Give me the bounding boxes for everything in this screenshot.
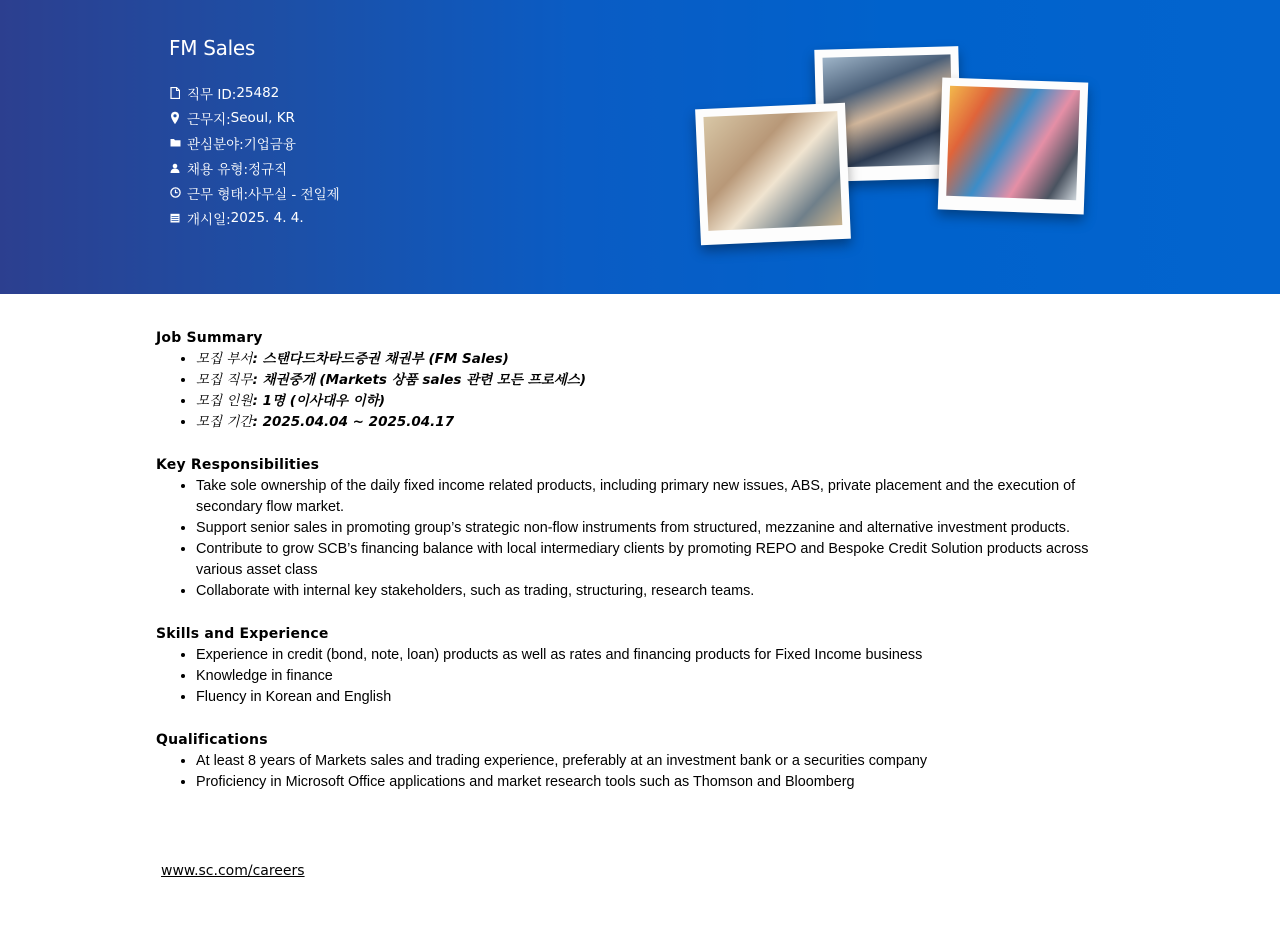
list-item: • Take sole ownership of the daily fixed income related products, including primary new issues, ABS, private placement and the execution of secondary flow market.: [196, 476, 1136, 518]
spacer: [156, 602, 1136, 624]
start-date-label: 개시일:: [187, 211, 231, 228]
job-id-row: [169, 80, 340, 105]
spacer: [156, 793, 1136, 860]
careers-link[interactable]: www.sc.com/careers: [161, 863, 305, 879]
skills-list: [156, 645, 1136, 708]
summary-label: 모집 인원: [196, 393, 253, 409]
list-item: [196, 391, 1136, 412]
list-item: • Collaborate with internal key stakeholders, such as trading, structuring, research teams.: [196, 581, 1136, 602]
person-icon: [169, 161, 181, 175]
job-summary-list: [156, 349, 1136, 433]
start-date-row: [169, 205, 340, 230]
folder-icon: [169, 136, 181, 150]
location-row: [169, 105, 340, 130]
list-item: • Contribute to grow SCB’s financing balance with local intermediary clients by promoting REPO and Bespoke Credit Solution products across various asset class: [196, 539, 1136, 581]
job-title: FM Sales: [169, 36, 255, 60]
list-item: • At least 8 years of Markets sales and trading experience, preferably at an investment bank or a securities company: [196, 751, 1136, 772]
location-label: 근무지:: [187, 111, 231, 128]
list-item: [196, 349, 1136, 370]
job-header-banner: [0, 0, 1280, 294]
location-pin-icon: [169, 111, 181, 125]
work-type-row: [169, 180, 340, 205]
location-value: Seoul, KR: [230, 109, 295, 126]
qualifications-heading: Qualifications: [156, 732, 268, 748]
calendar-icon: [169, 211, 181, 225]
interest-area-label: 관심분야:: [187, 136, 244, 153]
job-id-value: 25482: [236, 84, 280, 101]
qualifications-list: [156, 751, 1136, 793]
job-description: [156, 328, 1136, 879]
list-item: • Knowledge in finance: [196, 666, 1136, 687]
work-type-value: 사무실 - 전일제: [248, 186, 340, 203]
work-type-label: 근무 형태:: [187, 186, 249, 203]
summary-label: 모집 직무: [196, 372, 253, 388]
summary-value: : 채권중개 (Markets 상품 sales 관련 모든 프로세스): [252, 372, 586, 388]
spacer: [156, 708, 1136, 730]
document-icon: [169, 86, 181, 100]
responsibilities-list: [156, 476, 1136, 602]
summary-value: : 1명 (이사대우 이하): [252, 393, 385, 409]
interest-area-value: 기업금융: [243, 136, 296, 153]
list-item: • Support senior sales in promoting group’s strategic non-flow instruments from structured, mezzanine and alternative investment products.: [196, 518, 1136, 539]
list-item: [196, 370, 1136, 391]
employment-type-value: 정규직: [248, 161, 288, 178]
skills-experience-heading: Skills and Experience: [156, 626, 329, 642]
clock-icon: [169, 186, 181, 200]
summary-label: 모집 기간: [196, 414, 253, 430]
job-meta-list: [169, 80, 340, 230]
list-item: • Fluency in Korean and English: [196, 687, 1136, 708]
job-info-panel: [169, 36, 340, 230]
list-item: • Proficiency in Microsoft Office applications and market research tools such as Thomson and Bloomberg: [196, 772, 1136, 793]
list-item: [196, 412, 1136, 433]
list-item: • Experience in credit (bond, note, loan) products as well as rates and financing products for Fixed Income business: [196, 645, 1136, 666]
woman-with-tablet-photo: [695, 103, 851, 245]
start-date-value: 2025. 4. 4.: [230, 209, 304, 226]
employment-type-row: [169, 155, 340, 180]
job-id-label: 직무 ID:: [187, 86, 237, 103]
interest-area-row: [169, 130, 340, 155]
spacer: [156, 433, 1136, 455]
summary-label: 모집 부서: [196, 351, 253, 367]
summary-value: : 2025.04.04 ~ 2025.04.17: [252, 414, 455, 430]
office-colleagues-photo: [938, 77, 1089, 214]
summary-value: : 스탠다드차타드증권 채권부 (FM Sales): [252, 351, 509, 367]
key-responsibilities-heading: Key Responsibilities: [156, 457, 320, 473]
employment-type-label: 채용 유형:: [187, 161, 249, 178]
team-photo-collage: [690, 40, 1100, 260]
job-summary-heading: Job Summary: [156, 330, 263, 346]
